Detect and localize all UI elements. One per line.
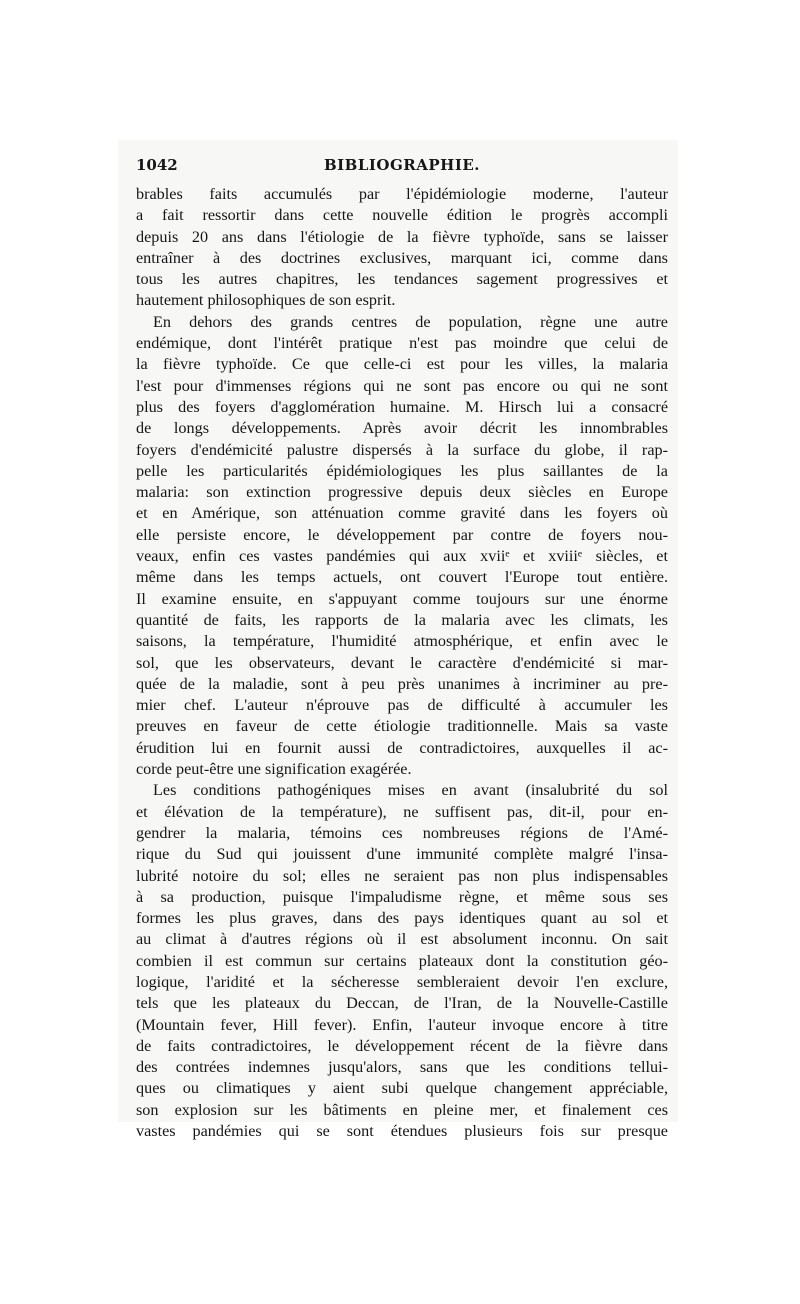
text-line: elle persiste encore, le développement par contre de foyers nou- [136, 525, 668, 544]
text-line: preuves en faveur de cette étiologie traditionnelle. Mais sa vaste [136, 717, 668, 736]
text-line: Il examine ensuite, en s'appuyant comme toujours sur une énorme [136, 589, 668, 608]
paragraph [136, 184, 668, 312]
text-line: quantité de faits, les rapports de la malaria avec les climats, les [136, 610, 668, 629]
text-line: entraîner à des doctrines exclusives, marquant ici, comme dans [136, 248, 668, 267]
page-header [136, 156, 668, 178]
text-line: brables faits accumulés par l'épidémiologie moderne, l'auteur [136, 185, 668, 203]
text-line: même dans les temps actuels, ont couvert l'Europe tout entière. [136, 568, 668, 587]
text-line: son explosion sur les bâtiments en pleine mer, et finalement ces [136, 1100, 668, 1119]
text-line: sol, que les observateurs, devant le caractère d'endémicité si mar- [136, 653, 668, 672]
text-line: combien il est commun sur certains plateaux dont la constitution géo- [136, 951, 668, 970]
text-line: mier chef. L'auteur n'éprouve pas de difficulté à accumuler les [136, 696, 668, 715]
text-line: saisons, la température, l'humidité atmosphérique, et enfin avec le [136, 632, 668, 651]
text-line: quée de la maladie, sont à peu près unanimes à incriminer au pre- [136, 674, 668, 693]
running-title: BIBLIOGRAPHIE. [323, 156, 481, 174]
text-line: Les conditions pathogéniques mises en avant (insalubrité du sol [153, 781, 668, 800]
text-line: l'est pour d'immenses régions qui ne sont pas encore ou qui ne sont [136, 376, 668, 395]
text-line: hautement philosophiques de son esprit. [136, 291, 396, 310]
text-line: corde peut-être une signification exagérée. [136, 760, 412, 779]
text-line: au climat à d'autres régions où il est absolument inconnu. On sait [136, 930, 668, 949]
text-line: tels que les plateaux du Deccan, de l'Iran, de la Nouvelle-Castille [136, 994, 668, 1013]
text-line: tous les autres chapitres, les tendances sagement progressives et [136, 270, 668, 289]
text-line: rique du Sud qui jouissent d'une immunité complète malgré l'insa- [136, 845, 668, 864]
text-line: de longs développements. Après avoir décrit les innombrables [136, 419, 668, 438]
text-line: de faits contradictoires, le développement récent de la fièvre dans [136, 1036, 668, 1055]
text-line: veaux, enfin ces vastes pandémies qui aux xviiᵉ et xviiiᵉ siècles, et [136, 547, 668, 566]
text-line: a fait ressortir dans cette nouvelle édition le progrès accompli [136, 206, 668, 225]
text-line: depuis 20 ans dans l'étiologie de la fièvre typhoïde, sans se laisser [136, 227, 668, 246]
text-line: lubrité notoire du sol; elles ne seraient pas non plus indispensables [136, 866, 668, 885]
text-line: pelle les particularités épidémiologiques les plus saillantes de la [136, 461, 668, 480]
paragraph [136, 780, 668, 1142]
text-line: formes les plus graves, dans des pays identiques quant au sol et [136, 909, 668, 928]
page-number: 1042 [136, 156, 178, 174]
text-line: malaria: son extinction progressive depuis deux siècles en Europe [136, 483, 668, 502]
body-text [136, 184, 668, 1142]
text-line: (Mountain fever, Hill fever). Enfin, l'auteur invoque encore à titre [136, 1015, 668, 1034]
text-line: et élévation de la température), ne suffisent pas, dit-il, pour en- [136, 802, 668, 821]
text-line: plus des foyers d'agglomération humaine. M. Hirsch lui a consacré [136, 397, 668, 416]
text-line: des contrées indemnes jusqu'alors, sans que les conditions tellui- [136, 1058, 668, 1077]
text-line: à sa production, puisque l'impaludisme règne, et même sous ses [136, 887, 668, 906]
text-line: logique, l'aridité et la sécheresse sembleraient devoir l'en exclure, [136, 972, 668, 991]
text-line: la fièvre typhoïde. Ce que celle-ci est pour les villes, la malaria [136, 355, 668, 374]
text-line: endémique, dont l'intérêt pratique n'est pas moindre que celui de [136, 334, 668, 353]
text-line: En dehors des grands centres de population, règne une autre [153, 312, 668, 331]
text-line: gendrer la malaria, témoins ces nombreuses régions de l'Amé- [136, 823, 668, 842]
text-line: foyers d'endémicité palustre dispersés à la surface du globe, il rap- [136, 440, 668, 459]
text-line: et en Amérique, son atténuation comme gravité dans les foyers où [136, 504, 668, 523]
text-line: vastes pandémies qui se sont étendues plusieurs fois sur presque [136, 1122, 668, 1141]
text-line: érudition lui en fournit aussi de contradictoires, auxquelles il ac- [136, 738, 668, 757]
text-line: ques ou climatiques y aient subi quelque changement appréciable, [136, 1079, 668, 1098]
paragraph [136, 312, 668, 781]
